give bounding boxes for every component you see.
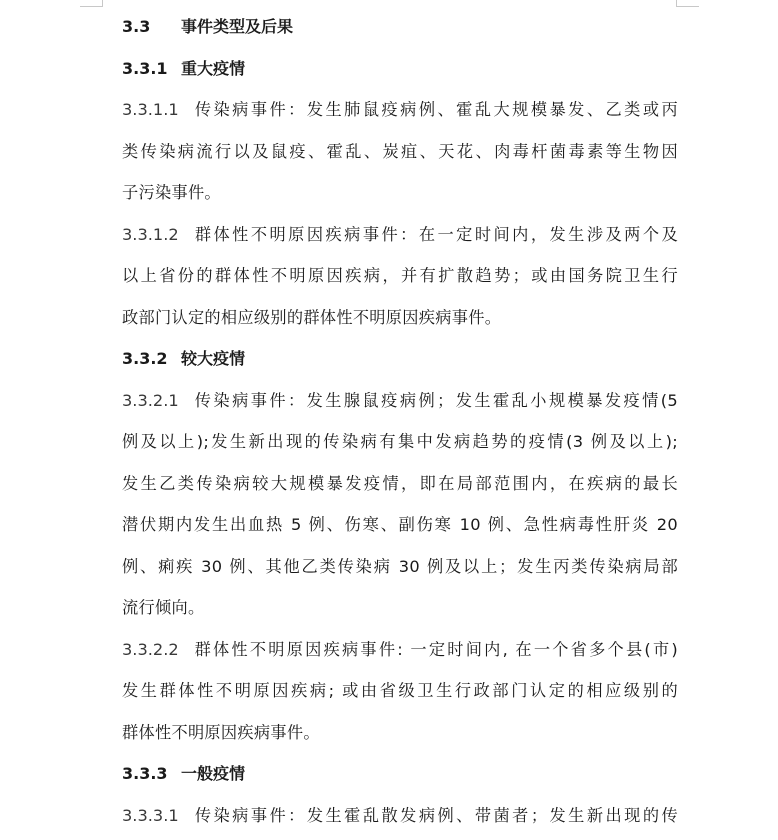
paragraph-line: 发生乙类传染病较大规模暴发疫情，即在局部范围内，在疾病的最长 [122,473,678,493]
subsection-heading [122,48,678,90]
document-body [122,6,678,836]
paragraph-line: 群体性不明原因疾病事件。 [122,722,320,742]
subsection-title: 较大疫情 [181,349,246,368]
subsection-number: 3.3.1 [122,58,168,78]
paragraph-line: 以上省份的群体性不明原因疾病，并有扩散趋势；或由国务院卫生行 [122,266,678,285]
clause-paragraph [122,795,678,837]
clause-number: 3.3.1.1 [122,100,179,119]
clause-number: 3.3.2.2 [122,639,179,659]
subsection-number: 3.3.2 [122,349,168,368]
subsection-number: 3.3.3 [122,764,168,783]
page-corner-mark-left [80,0,103,7]
section-title: 事件类型及后果 [181,17,294,36]
subsection-title: 一般疫情 [181,764,246,783]
clause-number: 3.3.1.2 [122,224,179,244]
paragraph-line: 3.3.1.2 群体性不明原因疾病事件：在一定时间内，发生涉及两个及 [122,224,678,244]
paragraph-line: 例、痢疾 30 例、其他乙类传染病 30 例及以上；发生丙类传染病局部 [122,556,678,576]
paragraph-line: 政部门认定的相应级别的群体性不明原因疾病事件。 [122,307,502,327]
section-number: 3.3 [122,17,151,36]
paragraph-line: 发生群体性不明原因疾病; 或由省级卫生行政部门认定的相应级别的 [122,681,678,700]
paragraph-line: 3.3.1.1 传染病事件：发生肺鼠疫病例、霍乱大规模暴发、乙类或丙 [122,100,678,119]
clause-paragraph [122,380,678,629]
paragraph-line: 类传染病流行以及鼠疫、霍乱、炭疽、天花、肉毒杆菌毒素等生物因 [122,141,678,161]
clause-number: 3.3.3.1 [122,805,179,825]
paragraph-line: 潜伏期内发生出血热 5 例、伤寒、副伤寒 10 例、急性病毒性肝炎 20 [122,515,678,534]
subsection-heading [122,338,678,380]
paragraph-line: 例及以上);发生新出现的传染病有集中发病趋势的疫情(3 例及以上); [122,432,678,451]
paragraph-line: 3.3.3.1 传染病事件：发生霍乱散发病例、带菌者；发生新出现的传 [122,805,678,825]
section-heading [122,6,678,48]
clause-paragraph [122,214,678,339]
clause-paragraph [122,629,678,754]
clause-paragraph [122,89,678,214]
paragraph-line: 3.3.2.2 群体性不明原因疾病事件: 一定时间内, 在一个省多个县(市) [122,639,678,659]
paragraph-line: 3.3.2.1 传染病事件：发生腺鼠疫病例；发生霍乱小规模暴发疫情(5 [122,390,678,410]
paragraph-line: 流行倾向。 [122,598,205,617]
page-corner-mark-right [676,0,699,7]
subsection-title: 重大疫情 [181,58,246,78]
clause-number: 3.3.2.1 [122,390,179,410]
paragraph-line: 子污染事件。 [122,183,221,202]
subsection-heading [122,753,678,795]
